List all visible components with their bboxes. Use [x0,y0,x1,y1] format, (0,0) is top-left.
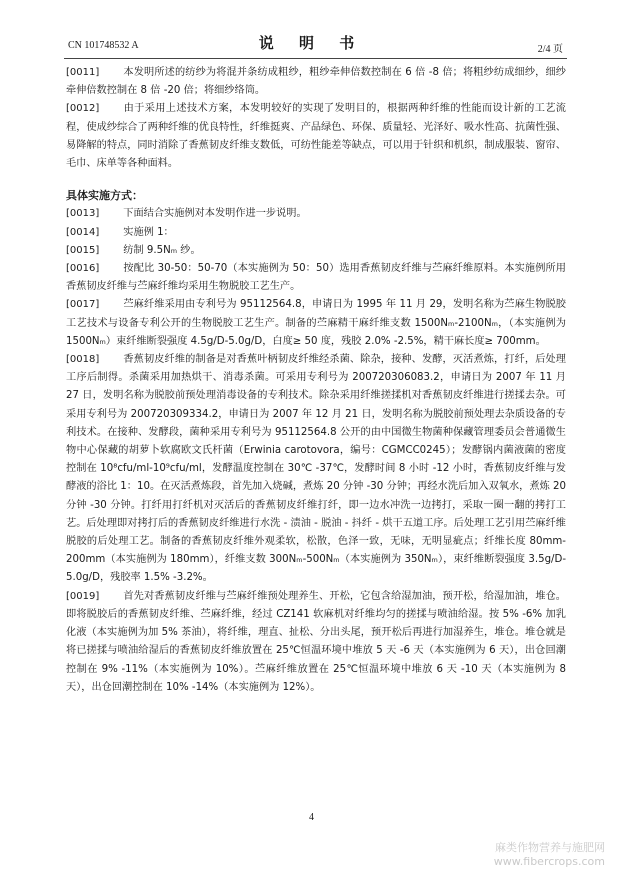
paragraph-number: [0013] [66,208,100,220]
watermark-line: www.fibercrops.com [493,855,605,868]
section-title: 具体实施方式： [66,189,143,203]
paragraph [66,64,566,100]
paragraph-text: 按配比 30-50：50-70（本实施例为 50：50）选用香蕉韧皮纤维与苎麻纤维原料。本实施例所用香蕉韧皮纤维与苎麻纤维均采用生物脱胶工艺生产。 [66,263,566,293]
paragraph [66,242,566,260]
patent-number: CN 101748532 A [68,40,139,51]
paragraph-number: [0017] [66,299,100,311]
paragraph-number: [0015] [66,244,100,256]
paragraph-number: [0012] [66,103,100,115]
paragraph-text: 香蕉韧皮纤维的制备是对香蕉叶柄韧皮纤维经杀菌、除杂，接种、发酵，灭活煮炼，打纤，后处理工序后制得。杀菌采用加热烘干、消毒杀菌。可采用专利号为 200720306083.2，申请日为 2007 年 11 月 27 日，发明名称为脱胶前预处理消毒设备的专利技术。除杂采用纤维搓揉机对香蕉韧皮纤维进行搓揉去杂。可采用专利号为 200720309334.2，申请日为 2007 年 12 月 21 日，发明名称为脱胶前预处理去杂质设备的专利技术。在接种、发酵段，菌种采用专利号为 95112564.8 公开的由中国微生物菌种保藏管理委员会普通微生物中心保藏的胡萝卜软腐欧文氏杆菌（Erwinia carotovora，编号：CGMCC0245）；发酵锅内菌液菌的密度控制在 10⁸cfu/ml-10⁹cfu/ml，发酵温度控制在 30℃ -37℃，发酵时间 8 小时 -12 小时，香蕉韧皮纤维与发酵液的浴比 1：10。在灭活煮炼段，首先加入烧碱，煮炼 20 分钟 -30 分钟；再经水洗后加入双氧水，煮炼 20 分钟 -30 分钟。打纤用打纤机对灭活后的香蕉韧皮纤维打纤，即一边水冲洗一边拷打，采取一圈一翻的拷打工艺。后处理即对拷打后的香蕉韧皮纤维进行水洗 - 渍油 - 脱油 - 抖纤 - 烘干五道工序。后处理工艺引用苎麻纤维脱胶的后处理工艺。制备的香蕉韧皮纤维外观柔软，松散，色泽一致，无味，无明显疵点；纤维长度 80mm-200mm（本实施例为 180mm），纤维支数 300Nₘ-500Nₘ（本实施例为 350Nₘ），束纤维断裂强度 3.5g/D-5.0g/D，残胶率 1.5% -3.2%。 [66,354,566,584]
paragraph-text: 下面结合实施例对本发明作进一步说明。 [123,208,307,220]
paragraph [66,260,566,296]
paragraph-number: [0011] [66,67,100,78]
page-number: 4 [309,812,314,823]
paragraph [66,224,566,242]
paragraph [66,205,566,223]
paragraph-text: 首先对香蕉韧皮纤维与苎麻纤维预处理养生、开松，它包含给湿加油，预开松，给湿加油，堆仓。即将脱胶后的香蕉韧皮纤维、苎麻纤维，经过 CZ141 软麻机对纤维均匀的搓揉与喷油给湿。按 5% -6% 加乳化液（本实施例为加 5% 茶油），将纤维，理直、扯松、分出头尾，预开松后再进行加湿养生，堆仓。堆仓就是将已搓揉与喷油给湿后的香蕉韧皮纤维放置在 25℃恒温环境中堆放 5 天 -6 天（本实施例为 6 天），出仓回潮控制在 9% -11%（本实施例为 10%）。苎麻纤维放置在 25℃恒温环境中堆放 6 天 -10 天（本实施例为 8 天），出仓回潮控制在 10% -14%（本实施例为 12%）。 [66,590,566,693]
paragraph-number: [0018] [66,354,100,366]
paragraph-text: 由于采用上述技术方案，本发明较好的实现了发明目的，根据两种纤维的性能而设计新的工艺流程，使成纱综合了两种纤维的优良特性，纤维挺爽、产品绿色、环保、质量轻、光泽好、吸水性高、抗菌性强、易降解的特点，同时消除了香蕉韧皮纤维支数低，可纺性能差等缺点，可以用于针织和机织，制成服装、窗帘、毛巾、床单等各种面料。 [66,103,566,170]
paragraph-number: [0019] [66,590,100,602]
document-header [0,0,623,62]
paragraph-text: 苎麻纤维采用由专利号为 95112564.8，申请日为 1995 年 11 月 29，发明名称为苎麻生物脱胶工艺技术与设备专利公开的生物脱胶工艺生产。制备的苎麻精干麻纤维支数 1500Nₘ-2100Nₘ，（本实施例为 1500Nₘ）束纤维断裂强度 4.5g/D-5.0g/D，白度≥ 50 度，残胶 2.0% -2.5%，精干麻长度≥ 700mm。 [66,299,566,347]
paragraph-number: [0014] [66,226,100,238]
paragraph-number: [0016] [66,263,100,275]
document-title: 说 明 书 [258,34,365,52]
paragraph [66,588,566,697]
paragraph [66,100,566,173]
paragraph-text: 本发明所述的纺纱为将混并条纺成粗纱，粗纱牵伸倍数控制在 6 倍 -8 倍；将粗纱纺成细纱，细纱牵伸倍数控制在 8 倍 -20 倍；将细纱络筒。 [66,67,566,97]
paragraph [66,296,566,351]
document-body [66,64,566,697]
paragraph-text: 实施例 1： [123,226,174,238]
paragraph-text: 纺制 9.5Nₘ 纱。 [123,244,201,256]
page-indicator: 2/4 页 [537,44,563,55]
watermark-line: 麻类作物营养与施肥网 [495,841,605,854]
watermark [494,841,605,869]
paragraph [66,351,566,588]
header-rule [64,58,567,59]
